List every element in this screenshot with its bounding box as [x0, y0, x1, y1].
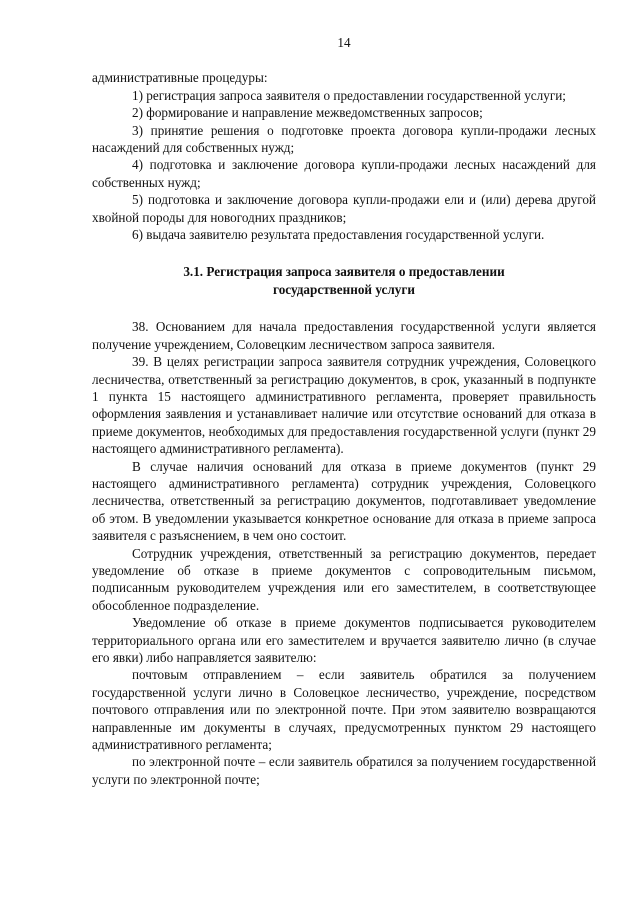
- procedure-item: 6) выдача заявителю результата предоставления государственной услуги.: [132, 227, 545, 243]
- intro-line: административные процедуры:: [92, 70, 268, 86]
- procedure-item: 3) принятие решения о подготовке проекта договора купли-продажи лесных насаждений для собственных нужд;: [92, 122, 596, 156]
- paragraph: 39. В целях регистрации запроса заявителя сотрудник учреждения, Соловецкого лесничества, ответственный за регистрацию документов, в срок, указанный в подпункте 1 пункта 15 настоящего административного регламента, проверяет правильность оформления заявления и устанавливает наличие или отсутствие оснований для отказа в приеме документов, необходимых для предоставления государственной услуги (пункт 29 настоящего административного регламента).: [92, 354, 596, 457]
- paragraph: почтовым отправлением – если заявитель обратился за получением государственной услуги лично в Соловецкое лесничество, учреждение, посредством почтового отправления или по электронной почте. При этом заявителю возвращаются направленные им документы в случаях, предусмотренных пунктом 29 настоящего административного регламента;: [92, 667, 596, 753]
- paragraph: 38. Основанием для начала предоставления государственной услуги является получение учреждением, Соловецким лесничеством запроса заявителя.: [92, 319, 596, 352]
- procedure-list: [92, 87, 596, 244]
- paragraph: Уведомление об отказе в приеме документов подписывается руководителем территориального органа или его заместителем и вручается заявителю лично (в случае его явки) либо направляется заявителю:: [92, 615, 596, 665]
- procedure-item: 5) подготовка и заключение договора купли-продажи ели и (или) дерева другой хвойной породы для новогодних праздников;: [92, 192, 596, 225]
- paragraph: Сотрудник учреждения, ответственный за регистрацию документов, передает уведомление об отказе в приеме документов с сопроводительным письмом, подписанным руководителем учреждения или его заместителем, в соответствующее обособленное подразделение.: [92, 545, 596, 613]
- section-body: [92, 318, 596, 788]
- document-page: [92, 34, 596, 788]
- section-heading-line1: 3.1. Регистрация запроса заявителя о предоставлении: [183, 264, 505, 280]
- section-heading: [92, 263, 596, 298]
- paragraph: по электронной почте – если заявитель обратился за получением государственной услуги по электронной почте;: [92, 754, 596, 787]
- procedure-item: 2) формирование и направление межведомственных запросов;: [132, 105, 483, 121]
- paragraph: В случае наличия оснований для отказа в приеме документов (пункт 29 настоящего административного регламента) сотрудник учреждения, Соловецкого лесничества, ответственный за регистрацию документов, подготавливает уведомление об этом. В уведомлении указывается конкретное основание для отказа в приеме запроса заявителя с разъяснением, в чем оно состоит.: [92, 458, 596, 544]
- procedure-item: 4) подготовка и заключение договора купли-продажи лесных насаждений для собственных нужд;: [92, 157, 596, 190]
- section-heading-line2: государственной услуги: [273, 281, 415, 297]
- page-number: 14: [337, 35, 351, 50]
- procedure-item: 1) регистрация запроса заявителя о предоставлении государственной услуги;: [132, 87, 566, 103]
